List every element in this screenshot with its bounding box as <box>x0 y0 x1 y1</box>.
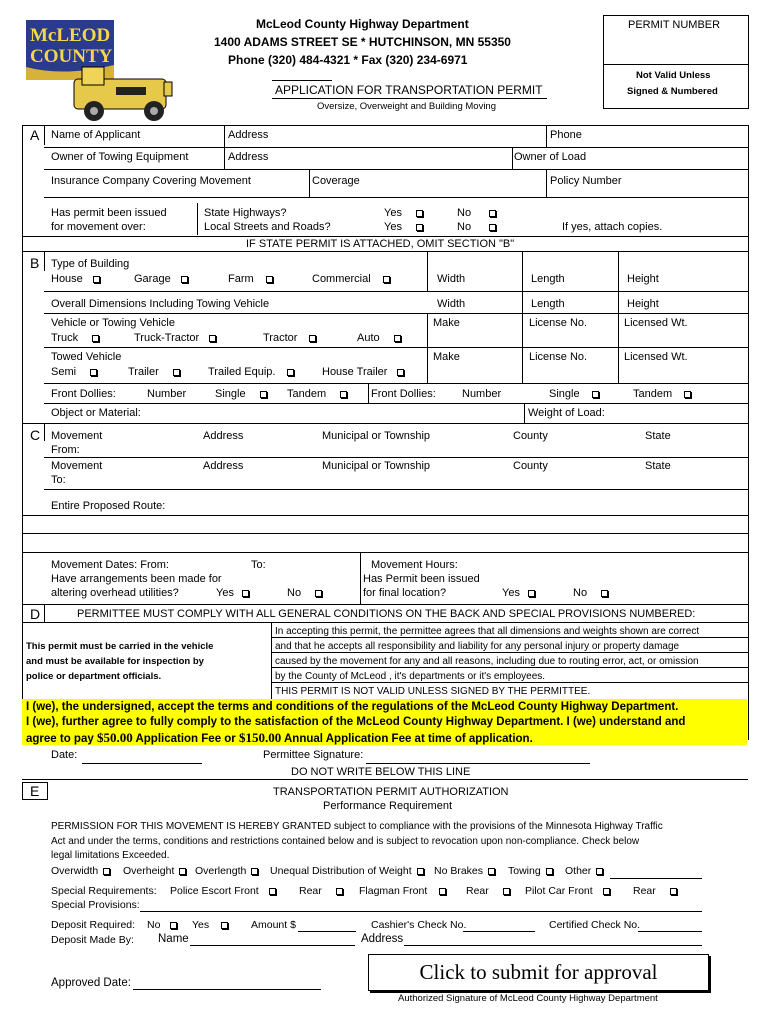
vehicle-license-label[interactable]: License No. <box>529 317 588 329</box>
pilot-rear-checkbox[interactable]: Rear <box>633 885 677 897</box>
building-height-label[interactable]: Height <box>627 273 659 285</box>
amount-label: Amount $ <box>251 919 296 931</box>
overlength-checkbox[interactable]: Overlength <box>195 865 258 877</box>
application-fee: $50.00 <box>96 730 133 745</box>
logo-text-line1: McLEOD <box>30 25 111 46</box>
movement-dates-from-label[interactable]: Movement Dates: From: <box>51 559 169 571</box>
overall-dims-label: Overall Dimensions Including Towing Vehicle <box>51 298 270 310</box>
accept-line5: THIS PERMIT IS NOT VALID UNLESS SIGNED BY THE PERMITTEE. <box>275 686 591 697</box>
overwidth-checkbox[interactable]: Overwidth <box>51 865 110 877</box>
agreement-line2: I (we), further agree to fully comply to the satisfaction of the McLeod County Highway Department. I (we) understand and <box>26 716 686 728</box>
front-tandem-checkbox[interactable]: Tandem <box>287 388 347 400</box>
section-b-letter: B <box>30 255 40 271</box>
phone-label[interactable]: Phone <box>550 129 582 141</box>
comply-heading: PERMITTEE MUST COMPLY WITH ALL GENERAL CONDITIONS ON THE BACK AND SPECIAL PROVISIONS NUMBERED: <box>77 608 696 620</box>
rear-single-checkbox[interactable]: Single <box>549 388 599 400</box>
dept-name: McLeod County Highway Department <box>256 17 469 31</box>
deposit-address-field[interactable] <box>404 945 702 946</box>
towed-make-label[interactable]: Make <box>433 351 460 363</box>
deposit-made-by-label: Deposit Made By: <box>51 934 134 946</box>
app-subtitle: Oversize, Overweight and Building Moving <box>317 101 497 112</box>
owner-towing-address-label[interactable]: Address <box>228 151 269 163</box>
towed-license-label[interactable]: License No. <box>529 351 588 363</box>
semi-checkbox[interactable]: Semi <box>51 366 97 378</box>
to-municipal-label[interactable]: Municipal or Township <box>322 460 431 472</box>
accept-line2: and that he accepts all responsibility and liability for any personal injury or property damage <box>275 641 680 652</box>
movement-hours-label[interactable]: Movement Hours: <box>371 559 458 571</box>
state-no-checkbox[interactable]: No <box>457 207 496 219</box>
carry-permit-line3: police or department officials. <box>26 671 162 682</box>
towed-licensed-wt-label[interactable]: Licensed Wt. <box>624 351 688 363</box>
do-not-write-label: DO NOT WRITE BELOW THIS LINE <box>291 766 471 778</box>
amount-field[interactable] <box>298 931 356 932</box>
unequal-weight-checkbox[interactable]: Unequal Distribution of Weight <box>270 865 424 877</box>
special-requirements-label: Special Requirements: <box>51 885 157 897</box>
deposit-address-label: Address <box>361 933 404 945</box>
vehicle-make-label[interactable]: Make <box>433 317 460 329</box>
movement-dates-to-label[interactable]: To: <box>251 559 266 571</box>
permission-line2: Act and under the terms, conditions and restrictions contained below and is subject to revocation upon non-compliance. Check below <box>51 836 640 847</box>
logo-text-line2: COUNTY <box>30 46 113 67</box>
omit-section-b-note: IF STATE PERMIT IS ATTACHED, OMIT SECTION "B" <box>246 238 515 250</box>
accept-line4: by the County of McLeod , it's departments or it's employees. <box>275 671 546 682</box>
arrangements-yes-checkbox[interactable]: Yes <box>216 587 249 599</box>
submit-for-approval-button[interactable]: Click to submit for approval <box>368 954 709 991</box>
applicant-address-label[interactable]: Address <box>228 129 269 141</box>
flagman-front-checkbox[interactable]: Flagman Front <box>359 885 446 897</box>
arrangements-no-checkbox[interactable]: No <box>287 587 322 599</box>
final-no-checkbox[interactable]: No <box>573 587 608 599</box>
overheight-checkbox[interactable]: Overheight <box>123 865 186 877</box>
flagman-rear-checkbox[interactable]: Rear <box>466 885 510 897</box>
owner-towing-label[interactable]: Owner of Towing Equipment <box>51 151 189 163</box>
truck-checkbox[interactable]: Truck <box>51 332 99 344</box>
vehicle-licensed-wt-label[interactable]: Licensed Wt. <box>624 317 688 329</box>
local-streets-label: Local Streets and Roads? <box>204 221 331 233</box>
permittee-signature-field[interactable] <box>366 763 590 764</box>
authorized-signature-label: Authorized Signature of McLeod County Highway Department <box>398 993 658 1004</box>
deposit-yes-checkbox[interactable]: Yes <box>192 919 228 931</box>
name-of-applicant-label[interactable]: Name of Applicant <box>51 129 141 141</box>
special-provisions-label: Special Provisions: <box>51 899 140 911</box>
overall-width-label[interactable]: Width <box>437 298 466 310</box>
special-provisions-field[interactable] <box>140 911 702 912</box>
police-front-checkbox[interactable]: Police Escort Front <box>170 885 276 897</box>
agreement-line3: agree to pay $50.00 Application Fee or $150.00 Annual Application Fee at time of application. <box>26 730 533 745</box>
certified-check-label: Certified Check No. <box>549 919 641 931</box>
carry-permit-line1: This permit must be carried in the vehicle <box>26 641 214 652</box>
insurance-label[interactable]: Insurance Company Covering Movement <box>51 175 251 187</box>
annual-fee: $150.00 <box>238 730 282 745</box>
house-checkbox[interactable]: House <box>51 273 100 285</box>
permission-line1: PERMISSION FOR THIS MOVEMENT IS HEREBY GRANTED subject to compliance with the provisions of the Minnesota Highway Traffic <box>51 821 663 832</box>
permit-number-box[interactable] <box>603 15 749 109</box>
local-no-checkbox[interactable]: No <box>457 221 496 233</box>
date-label: Date: <box>51 749 78 761</box>
towed-vehicle-label: Towed Vehicle <box>51 351 122 363</box>
from-address-label[interactable]: Address <box>203 430 244 442</box>
not-valid-line1: Not Valid Unless <box>636 70 711 81</box>
garage-checkbox[interactable]: Garage <box>134 273 188 285</box>
building-width-label[interactable]: Width <box>437 273 466 285</box>
auto-checkbox[interactable]: Auto <box>357 332 401 344</box>
other-field[interactable] <box>610 878 702 879</box>
object-material-label[interactable]: Object or Material: <box>51 407 141 419</box>
trailed-equip-checkbox[interactable]: Trailed Equip. <box>208 366 294 378</box>
vehicle-towing-label: Vehicle or Towing Vehicle <box>51 317 175 329</box>
final-yes-checkbox[interactable]: Yes <box>502 587 535 599</box>
front-dollies-number-label[interactable]: Number <box>147 388 187 400</box>
overall-height-label[interactable]: Height <box>627 298 659 310</box>
towing-checkbox[interactable]: Towing <box>508 865 553 877</box>
rear-dollies-label: Front Dollies: <box>371 388 436 400</box>
rear-tandem-checkbox[interactable]: Tandem <box>633 388 691 400</box>
section-a-letter: A <box>30 127 40 143</box>
type-building-label: Type of Building <box>51 258 130 270</box>
permittee-signature-label: Permittee Signature: <box>263 749 364 761</box>
auth-title: TRANSPORTATION PERMIT AUTHORIZATION <box>273 786 509 798</box>
certified-check-field[interactable] <box>638 931 702 932</box>
overall-length-label[interactable]: Length <box>531 298 565 310</box>
permit-issued-line2: for movement over: <box>51 221 146 233</box>
permission-line3: legal limitations Exceeded. <box>51 850 170 861</box>
to-address-label[interactable]: Address <box>203 460 244 472</box>
accept-line3: caused by the movement for any and all reasons, including due to routing error, act, or omission <box>275 656 699 667</box>
coverage-label[interactable]: Coverage <box>312 175 360 187</box>
no-brakes-checkbox[interactable]: No Brakes <box>434 865 495 877</box>
section-d-letter: D <box>30 606 41 622</box>
cashiers-check-field[interactable] <box>463 931 535 932</box>
deposit-name-field[interactable] <box>190 945 355 946</box>
house-trailer-checkbox[interactable]: House Trailer <box>322 366 404 378</box>
approved-date-field[interactable] <box>133 989 321 990</box>
police-rear-checkbox[interactable]: Rear <box>299 885 343 897</box>
from-label: From: <box>51 444 80 456</box>
cashiers-check-label: Cashier's Check No. <box>371 919 467 931</box>
state-yes-checkbox[interactable]: Yes <box>384 207 423 219</box>
accept-line1: In accepting this permit, the permittee agrees that all dimensions and weights shown are correct <box>275 626 700 637</box>
section-e-letter: E <box>30 783 40 799</box>
arrangements-line1: Have arrangements been made for <box>51 573 222 585</box>
movement-from-label: Movement <box>51 430 103 442</box>
rear-dollies-number-label[interactable]: Number <box>462 388 502 400</box>
final-location-line1: Has Permit been issued <box>363 573 480 585</box>
date-field[interactable] <box>82 763 202 764</box>
truck-tractor-checkbox[interactable]: Truck-Tractor <box>134 332 216 344</box>
section-c-letter: C <box>30 427 41 443</box>
dept-phone: Phone (320) 484-4321 * Fax (320) 234-6971 <box>228 53 468 67</box>
trailer-checkbox[interactable]: Trailer <box>128 366 180 378</box>
to-county-label[interactable]: County <box>513 460 548 472</box>
carry-permit-line2: and must be available for inspection by <box>26 656 204 667</box>
county-logo <box>24 17 174 122</box>
agreement-line1: I (we), the undersigned, accept the terms and conditions of the regulations of the McLeod County Highway Department. <box>26 701 679 713</box>
deposit-required-label: Deposit Required: <box>51 919 136 931</box>
to-label: To: <box>51 474 66 486</box>
from-county-label[interactable]: County <box>513 430 548 442</box>
permit-issued-line1: Has permit been issued <box>51 207 167 219</box>
deposit-no-checkbox[interactable]: No <box>147 919 177 931</box>
building-length-label[interactable]: Length <box>531 273 565 285</box>
app-title: APPLICATION FOR TRANSPORTATION PERMIT <box>275 83 543 97</box>
commercial-checkbox[interactable]: Commercial <box>312 273 390 285</box>
proposed-route-label[interactable]: Entire Proposed Route: <box>51 500 166 512</box>
local-yes-checkbox[interactable]: Yes <box>384 221 423 233</box>
other-checkbox[interactable]: Other <box>565 865 603 877</box>
tractor-checkbox[interactable]: Tractor <box>263 332 316 344</box>
permit-number-label: PERMIT NUMBER <box>628 19 721 31</box>
performance-requirement: Performance Requirement <box>323 800 453 812</box>
front-dollies-label: Front Dollies: <box>51 388 116 400</box>
arrangements-line2: altering overhead utilities? <box>51 587 179 599</box>
weight-load-label[interactable]: Weight of Load: <box>528 407 605 419</box>
policy-number-label[interactable]: Policy Number <box>550 175 622 187</box>
farm-checkbox[interactable]: Farm <box>228 273 273 285</box>
approved-date-label: Approved Date: <box>51 977 131 989</box>
to-state-label[interactable]: State <box>645 460 671 472</box>
from-municipal-label[interactable]: Municipal or Township <box>322 430 431 442</box>
movement-to-label: Movement <box>51 460 103 472</box>
state-highways-label: State Highways? <box>204 207 287 219</box>
from-state-label[interactable]: State <box>645 430 671 442</box>
dept-address: 1400 ADAMS STREET SE * HUTCHINSON, MN 55350 <box>214 35 511 49</box>
final-location-line2: for final location? <box>363 587 447 599</box>
attach-copies-note: If yes, attach copies. <box>562 221 663 233</box>
pilot-front-checkbox[interactable]: Pilot Car Front <box>525 885 610 897</box>
deposit-name-label: Name <box>158 933 189 945</box>
front-single-checkbox[interactable]: Single <box>215 388 267 400</box>
owner-load-label[interactable]: Owner of Load <box>514 151 587 163</box>
not-valid-line2: Signed & Numbered <box>627 86 718 97</box>
